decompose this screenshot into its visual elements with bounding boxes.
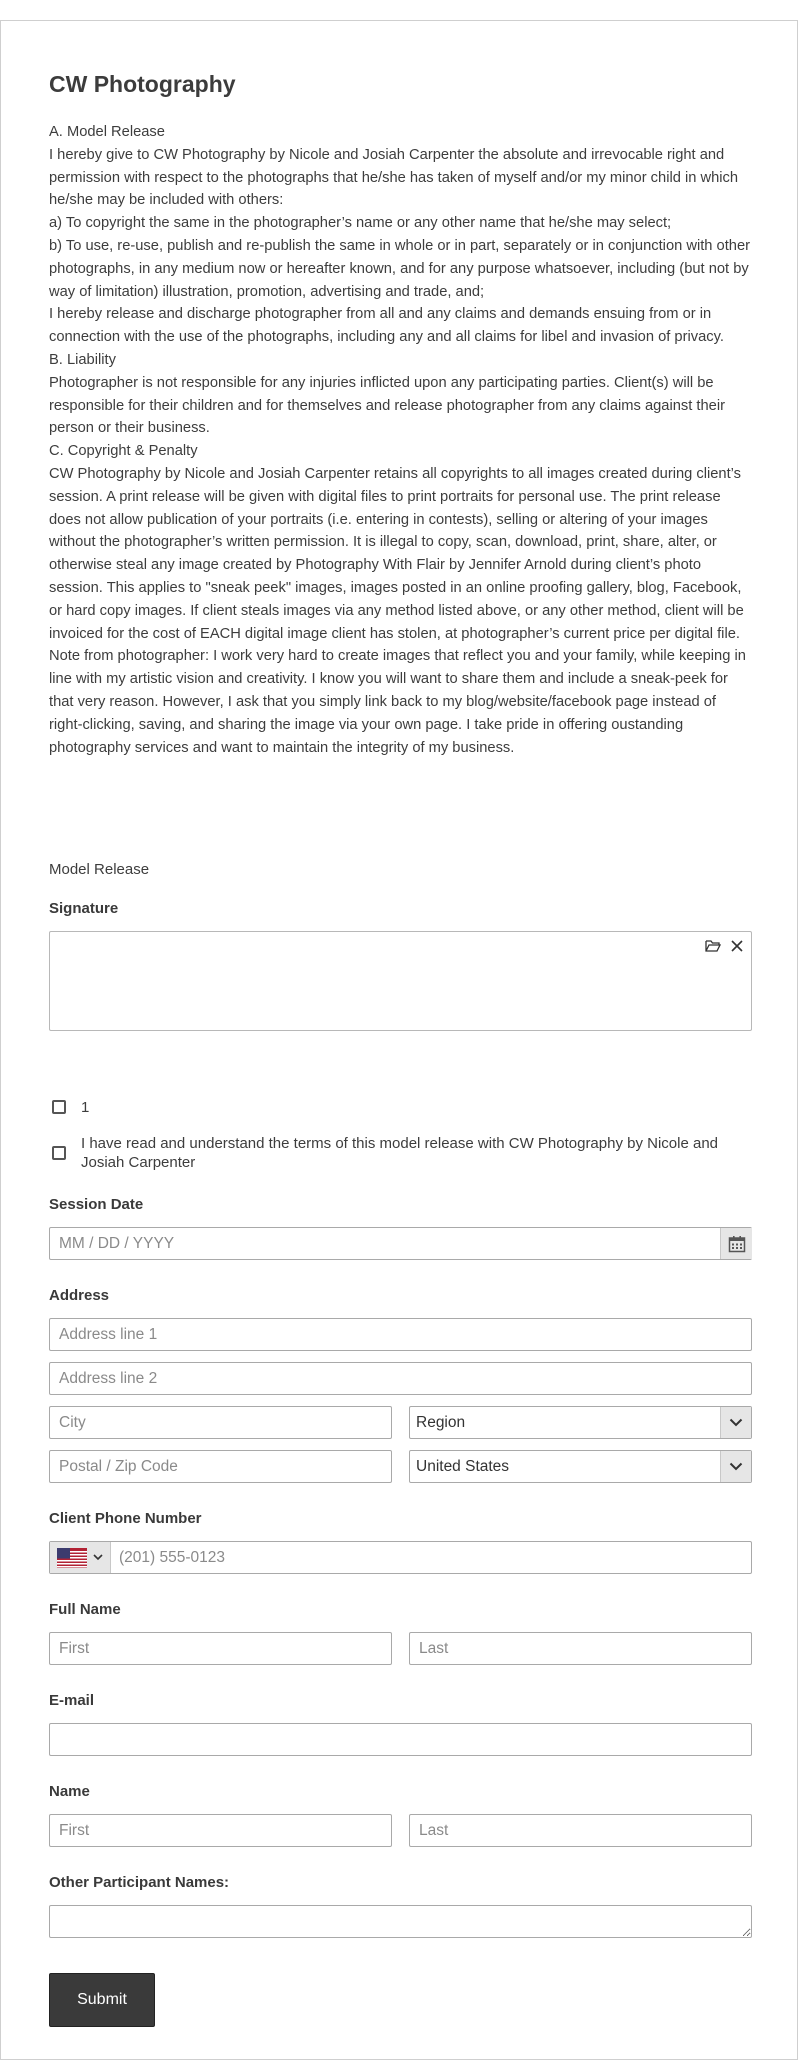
checkbox-1[interactable] (52, 1100, 66, 1114)
country-select[interactable] (409, 1450, 752, 1483)
form-title: CW Photography (49, 71, 236, 97)
phone-input[interactable] (110, 1541, 752, 1574)
address-line1-input[interactable] (49, 1318, 752, 1351)
name-label: Name (49, 1783, 90, 1800)
chevron-down-icon (720, 1407, 751, 1438)
agree-terms-checkbox[interactable] (52, 1146, 66, 1160)
city-input[interactable] (49, 1406, 392, 1439)
calendar-icon[interactable] (720, 1228, 752, 1259)
chevron-down-icon (93, 1554, 103, 1561)
signature-pad[interactable] (49, 931, 752, 1031)
terms-paragraph: C. Copyright & Penalty (49, 443, 198, 460)
email-label: E-mail (49, 1692, 95, 1709)
terms-paragraph: Note from photographer: I work very hard to create images that reflect you and your family, while keeping in line with my artistic vision and creativity. I know you will want to share them and include a sneak-peek for that very reason. However, I ask that you simply link back to my blog/website/facebook page instead of right-clicking, saving, and sharing the image via your own page. I take pride in offering oustanding photography services and want to maintain the integrity of my business. (49, 648, 746, 756)
session-date-label: Session Date (49, 1196, 144, 1213)
other-participants-label: Other Participant Names: (49, 1874, 230, 1891)
terms-paragraph: B. Liability (49, 351, 116, 368)
email-input[interactable] (49, 1723, 752, 1756)
other-participants-textarea[interactable] (49, 1905, 752, 1938)
name-last-input[interactable] (409, 1814, 752, 1847)
country-code-select[interactable] (50, 1542, 111, 1573)
form-card (0, 20, 798, 2060)
session-date-input[interactable] (49, 1227, 752, 1260)
phone-label: Client Phone Number (49, 1510, 202, 1527)
region-select-value: Region (416, 1414, 466, 1431)
close-icon[interactable] (727, 936, 747, 956)
terms-paragraph: I hereby release and discharge photographer from all and any claims and demands ensuing from or in connection with the use of the photographs, including any and all claims for libel and invasion of privacy. (49, 306, 724, 346)
terms-paragraph: a) To copyright the same in the photographer’s name or any other name that he/she may select; (49, 215, 672, 232)
terms-paragraph: b) To use, re-use, publish and re-publish the same in whole or in part, separately or in conjunction with other photographs, in any medium now or hereafter known, and for any purpose whatsoever, including (but not by way of limitation) illustration, promotion, advertising and trade, and; (49, 237, 751, 300)
full-name-last-input[interactable] (409, 1632, 752, 1665)
address-line2-input[interactable] (49, 1362, 752, 1395)
release-terms (49, 121, 752, 759)
submit-button[interactable]: Submit (49, 1973, 155, 2027)
signature-label: Signature (49, 900, 119, 917)
full-name-label: Full Name (49, 1601, 121, 1618)
chevron-down-icon (720, 1451, 751, 1482)
full-name-first-input[interactable] (49, 1632, 392, 1665)
terms-paragraph: CW Photography by Nicole and Josiah Carpenter retains all copyrights to all images created during client’s session. A print release will be given with digital files to print portraits for personal use. The print release does not allow publication of your portraits (i.e. entering in contests), selling or altering of your images without the photographer’s written permission. It is illegal to copy, scan, download, print, share, alter, or otherwise steal any image created by Photography With Flair by Jennifer Arnold during client’s photo session. This applies to "sneak peek" images, images posted in an online proofing gallery, blog, Facebook, or hard copy images. If client steals images via any method listed above, or any other method, client will be invoiced for the cost of EACH digital image client has stolen, at photographer’s current price per digital file. (49, 465, 744, 642)
agree-terms-label: I have read and understand the terms of this model release with CW Photography by Nicole and Josiah Carpenter (81, 1135, 719, 1171)
address-label: Address (49, 1287, 110, 1304)
checkbox-1-label: 1 (81, 1099, 90, 1116)
postal-code-input[interactable] (49, 1450, 392, 1483)
model-release-label: Model Release (49, 861, 150, 878)
terms-paragraph: Photographer is not responsible for any injuries inflicted upon any participating parties. Client(s) will be responsible for their children and for themselves and release photographer from any claims against their person or their business. (49, 374, 725, 437)
name-first-input[interactable] (49, 1814, 392, 1847)
country-select-value: United States (416, 1458, 510, 1475)
phone-field (49, 1541, 752, 1574)
terms-paragraph: I hereby give to CW Photography by Nicole and Josiah Carpenter the absolute and irrevocable right and permission with respect to the photographs that he/she has taken of myself and/or my minor child in which he/she may be included with others: (49, 146, 739, 209)
folder-open-icon[interactable] (703, 936, 723, 956)
region-select[interactable] (409, 1406, 752, 1439)
terms-paragraph: A. Model Release (49, 124, 165, 140)
us-flag-icon (57, 1548, 87, 1568)
